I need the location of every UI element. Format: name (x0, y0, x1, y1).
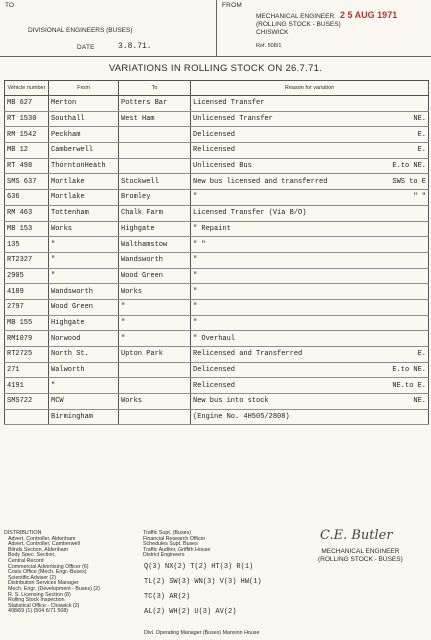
distribution-item: Costs Office (Mech. Engr.-Buses) (8, 569, 87, 576)
cell-vehicle: 2797 (5, 299, 49, 315)
cell-from: " (49, 378, 119, 394)
cell-reason (191, 347, 429, 363)
table-row (5, 268, 429, 284)
table-row (5, 221, 429, 237)
received-date-stamp: 2 5 AUG 1971 (340, 10, 398, 20)
date-label: DATE (77, 44, 95, 51)
cell-reason (191, 252, 429, 268)
col-header-from: From (49, 81, 119, 96)
reason-text: Unlicensed Transfer (193, 115, 273, 124)
cell-from: Wood Green (49, 299, 119, 315)
cell-vehicle: 636 (5, 190, 49, 206)
reason-text: Delicensed (193, 130, 236, 139)
signature-handwritten: C.E. Butler (320, 528, 393, 543)
cell-vehicle: RM1079 (5, 331, 49, 347)
table-row (5, 143, 429, 159)
cell-from: Merton (49, 96, 119, 112)
cell-reason (191, 221, 429, 237)
cell-to (119, 378, 191, 394)
distribution-item: Traffic Supt. (Buses) (143, 530, 191, 536)
distribution-item: Schedules Supt. Buses (143, 541, 198, 548)
distribution-item: Rolling Stock Inspection (8, 597, 65, 604)
cell-to (119, 158, 191, 174)
table-row (5, 237, 429, 253)
cell-vehicle: 4189 (5, 284, 49, 300)
cell-reason (191, 362, 429, 378)
distribution-item: Central Record (8, 557, 44, 564)
reason-text: " (193, 271, 198, 280)
cell-vehicle: 4191 (5, 378, 49, 394)
cell-reason (191, 143, 429, 159)
reason-extra: NE. (413, 397, 426, 406)
cell-reason (191, 127, 429, 143)
cell-to: " (119, 315, 191, 331)
distribution-item: 408/69 (1) (504 6/71 508) (8, 608, 69, 615)
reason-text: New bus into stock (193, 397, 269, 406)
col-header-to: To (119, 81, 191, 96)
cell-to (119, 143, 191, 159)
reason-text: Relicensed and Transferred (193, 350, 303, 359)
cell-from: Wandsworth (49, 284, 119, 300)
reason-extra: NE. (413, 115, 426, 124)
cell-from: ThorntonHeath (49, 158, 119, 174)
cell-from: North St. (49, 347, 119, 363)
cell-from: Norwood (49, 331, 119, 347)
from-line-1: MECHANICAL ENGINEER (256, 13, 335, 20)
distribution-item: Advert, Controller, Aldenham (8, 535, 76, 542)
table-header-row (5, 81, 429, 96)
distribution-item: Blinds Section, Aldenham (8, 546, 69, 553)
cell-vehicle: MB 155 (5, 315, 49, 331)
distribution-item: Statistical Office - Chiswick (2) (8, 602, 80, 609)
table-row (5, 127, 429, 143)
cell-from: Tottenham (49, 205, 119, 221)
cell-vehicle: RT2327 (5, 252, 49, 268)
reason-extra: E. (417, 146, 426, 155)
cell-reason (191, 205, 429, 221)
table-row (5, 252, 429, 268)
cell-from: Camberwell (49, 143, 119, 159)
reason-text: " (193, 318, 198, 327)
signature-title-1: MECHANICAL ENGINEER (321, 548, 400, 555)
reason-text: Relicensed (193, 381, 236, 390)
table-body (5, 96, 429, 425)
reason-text: New bus licensed and transferred (193, 177, 328, 186)
reason-extra: " " (413, 193, 426, 202)
document-title: VARIATIONS IN ROLLING STOCK ON 26.7.71. (108, 63, 323, 74)
district-code-line: TL(2) SW(3) WN(3) V(3) HW(1) (144, 578, 262, 586)
district-code-line: Q(3) NX(2) T(2) HT(3) R(1) (144, 563, 254, 571)
reference-number: Ref. 508/1 (256, 43, 282, 49)
cell-from: Mortlake (49, 190, 119, 206)
cell-from: Walworth (49, 362, 119, 378)
cell-vehicle: RM 463 (5, 205, 49, 221)
reason-text: (Engine No. 4H505/2808) (193, 413, 290, 422)
reason-text: " (193, 287, 198, 296)
cell-to: Bromley (119, 190, 191, 206)
cell-reason (191, 378, 429, 394)
cell-vehicle: 271 (5, 362, 49, 378)
cell-vehicle: RT 1530 (5, 111, 49, 127)
cell-reason (191, 190, 429, 206)
cell-vehicle: SMS 637 (5, 174, 49, 190)
cell-to (119, 409, 191, 425)
table-row (5, 174, 429, 190)
cell-to: Chalk Farm (119, 205, 191, 221)
cell-reason (191, 315, 429, 331)
reason-text: " Repaint (193, 224, 231, 233)
cell-to: West Ham (119, 111, 191, 127)
table-row (5, 299, 429, 315)
from-label: FROM (222, 2, 242, 9)
table-row (5, 158, 429, 174)
cell-from: Mortlake (49, 174, 119, 190)
distribution-item: Advert, Controller, Camberwell (8, 541, 80, 548)
cell-to: " (119, 331, 191, 347)
cell-vehicle: RT2725 (5, 347, 49, 363)
distribution-footer: Divl. Operating Manager (Buses) Mansion House (144, 630, 260, 636)
cell-vehicle: RM 1542 (5, 127, 49, 143)
cell-to: " (119, 299, 191, 315)
distribution-left-list (4, 537, 144, 615)
reason-text: " (193, 193, 198, 202)
district-codes (144, 560, 262, 620)
distribution-item: District Engineers (143, 552, 185, 559)
distribution-item: Financial Research Officer (143, 535, 206, 542)
cell-reason (191, 284, 429, 300)
cell-from: " (49, 252, 119, 268)
distribution-item: Scientific Adviser (2) (8, 574, 56, 581)
reason-text: " (193, 256, 198, 265)
reason-text: Licensed Transfer (Via B/O) (193, 209, 307, 218)
from-line-2: (ROLLING STOCK - BUSES) (256, 21, 341, 28)
table-row (5, 205, 429, 221)
from-block (256, 13, 341, 37)
cell-vehicle: MB 153 (5, 221, 49, 237)
table-row (5, 347, 429, 363)
cell-from: Southall (49, 111, 119, 127)
cell-vehicle: SMS722 (5, 394, 49, 410)
reason-extra: SWS to E (392, 177, 426, 186)
cell-from: " (49, 268, 119, 284)
cell-to: Upton Park (119, 347, 191, 363)
cell-to: Highgate (119, 221, 191, 237)
distribution-item: Distribution Services Manager (8, 580, 79, 587)
cell-to: Stockwell (119, 174, 191, 190)
reason-extra: NE.to E. (392, 381, 426, 390)
cell-from: " (49, 237, 119, 253)
signature-title-2: (ROLLING STOCK - BUSES) (318, 556, 403, 563)
cell-to: Wandsworth (119, 252, 191, 268)
reason-text: Licensed Transfer (193, 99, 265, 108)
distribution-item: Traffic Auditor, Griffith House (143, 546, 211, 553)
table-row (5, 331, 429, 347)
reason-text: Relicensed (193, 146, 236, 155)
table-row (5, 111, 429, 127)
distribution-heading: DISTRIBUTION (4, 530, 42, 536)
distribution-item: Commercial Advertising Officer (6) (8, 563, 89, 570)
cell-reason (191, 158, 429, 174)
distribution-list (4, 531, 144, 615)
cell-to (119, 127, 191, 143)
to-label: TO (5, 2, 15, 9)
cell-to: Wood Green (119, 268, 191, 284)
cell-from: Highgate (49, 315, 119, 331)
cell-reason (191, 96, 429, 112)
reason-extra: E. (417, 350, 426, 359)
district-code-line: TC(3) AR(2) (144, 593, 191, 601)
distribution-item: Mech. Engr. (Development - Buses) (2) (8, 585, 100, 592)
table-row (5, 284, 429, 300)
col-header-reason: Reason for variation (191, 81, 429, 96)
cell-vehicle: MB 627 (5, 96, 49, 112)
cell-reason (191, 111, 429, 127)
reason-text: " Overhaul (193, 334, 236, 343)
cell-from: Works (49, 221, 119, 237)
cell-to: Potters Bar (119, 96, 191, 112)
cell-from: Birmingham (49, 409, 119, 425)
to-value: DIVISIONAL ENGINEERS (BUSES) (28, 27, 133, 34)
table-row (5, 362, 429, 378)
table-row (5, 96, 429, 112)
cell-from: MCW (49, 394, 119, 410)
table-row (5, 409, 429, 425)
cell-reason (191, 299, 429, 315)
col-header-vehicle: Vehicle number (5, 81, 49, 96)
cell-vehicle: 135 (5, 237, 49, 253)
table-row (5, 190, 429, 206)
distribution-item: R. S. Licensing Section (8) (8, 591, 71, 598)
cell-reason (191, 409, 429, 425)
from-line-3: CHISWICK (256, 29, 289, 36)
reason-extra: E.to NE. (392, 162, 426, 171)
table-row (5, 315, 429, 331)
signature-block (318, 548, 403, 564)
cell-vehicle: 2905 (5, 268, 49, 284)
cell-to: Works (119, 284, 191, 300)
reason-extra: E.to NE. (392, 366, 426, 375)
cell-reason (191, 237, 429, 253)
cell-to (119, 362, 191, 378)
table-row (5, 378, 429, 394)
reason-text: Unlicensed Bus (193, 162, 252, 171)
distribution-middle (143, 531, 293, 559)
cell-from: Peckham (49, 127, 119, 143)
cell-vehicle: RT 498 (5, 158, 49, 174)
variations-table (4, 80, 429, 425)
cell-to: Walthamstow (119, 237, 191, 253)
table-row (5, 394, 429, 410)
cell-reason (191, 394, 429, 410)
cell-to: Works (119, 394, 191, 410)
distribution-middle-list (143, 531, 293, 559)
district-code-line: AL(2) WH(2) U(3) AV(2) (144, 608, 237, 616)
distribution-item: Body Spec. Section, (8, 552, 56, 559)
reason-text: Delicensed (193, 366, 236, 375)
cell-reason (191, 331, 429, 347)
cell-vehicle: MB 12 (5, 143, 49, 159)
cell-vehicle (5, 409, 49, 425)
reason-text: " (193, 303, 198, 312)
reason-extra: E. (417, 130, 426, 139)
reason-text: " " (193, 240, 206, 249)
date-value: 3.8.71. (118, 42, 152, 51)
cell-reason (191, 174, 429, 190)
cell-reason (191, 268, 429, 284)
